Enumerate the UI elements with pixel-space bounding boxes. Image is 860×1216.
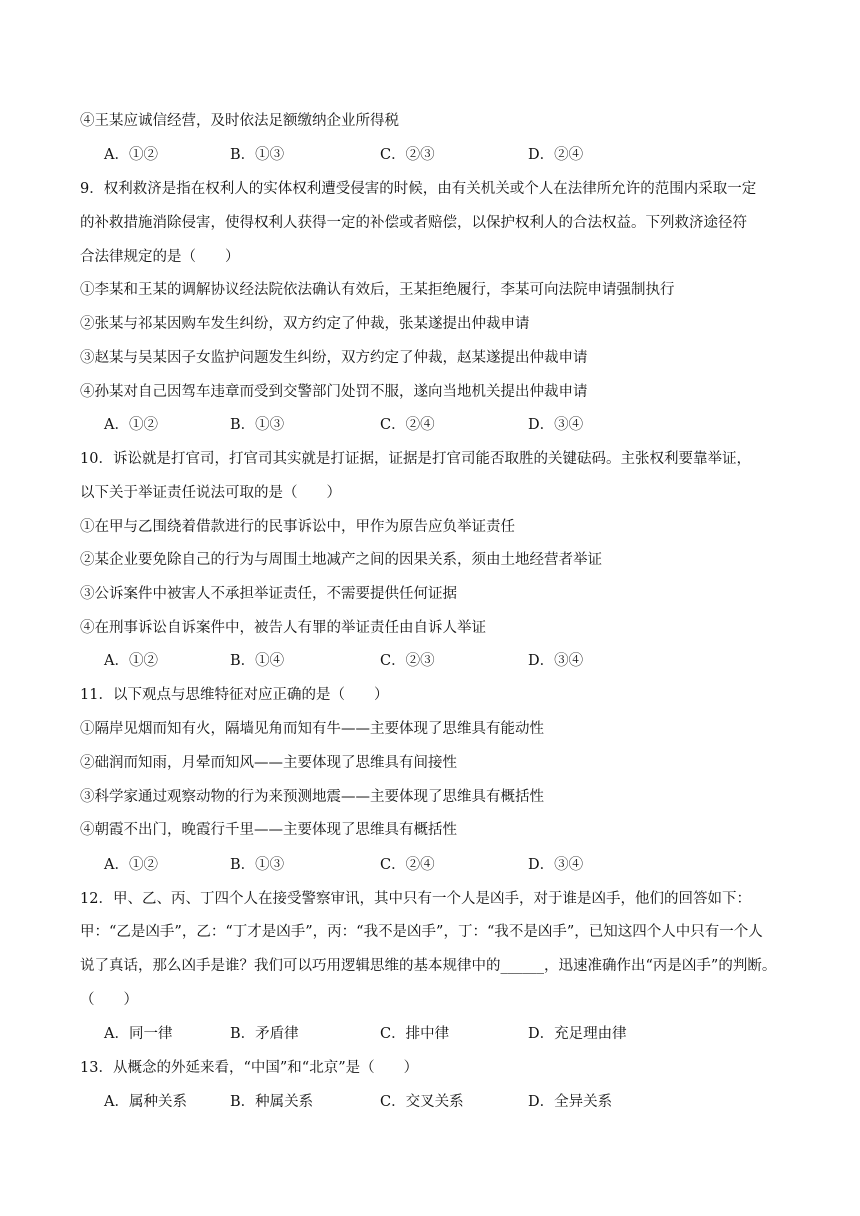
q11-statement-4: ④朝霞不出门，晚霞行千里——主要体现了思维具有概括性 (80, 822, 457, 838)
q13-options (104, 1092, 764, 1112)
q8-options (104, 145, 764, 165)
q9-stem-line-1: 9．权利救济是指在权利人的实体权利遭受侵害的时候，由有关机关或个人在法律所允许的范围内采取一定 (80, 181, 757, 197)
q12-stem-line-3: 说了真话，那么凶手是谁？我们可以巧用逻辑思维的基本规律中的______，迅速准确作出“丙是凶手”的判断。 (80, 958, 777, 974)
q9-statement-1: ①李某和王某的调解协议经法院依法确认有效后，王某拒绝履行，李某可向法院申请强制执行 (80, 282, 675, 298)
q10-stem-line-2: 以下关于举证责任说法可取的是（ ） (80, 485, 341, 501)
q9-stem-line-2: 的补救措施消除侵害，使得权利人获得一定的补偿或者赔偿，以保护权利人的合法权益。下列救济途径符 (80, 215, 747, 231)
q11-statement-3: ③科学家通过观察动物的行为来预测地震——主要体现了思维具有概括性 (80, 789, 544, 805)
q11-option-b: B．①③ (230, 857, 285, 873)
q13-option-d: D．全异关系 (528, 1094, 613, 1110)
q8-option-b: B．①③ (230, 147, 285, 163)
q8-option-c: C．②③ (380, 147, 435, 163)
q9-statement-2: ②张某与祁某因购车发生纠纷，双方约定了仲裁，张某遂提出仲裁申请 (80, 316, 530, 332)
q11-option-d: D．③④ (528, 857, 584, 873)
q13-option-b: B．种属关系 (230, 1094, 314, 1110)
q13-option-c: C．交叉关系 (380, 1094, 464, 1110)
q9-options (104, 415, 764, 435)
q12-option-d: D．充足理由律 (528, 1026, 627, 1042)
q10-option-c: C．②③ (380, 653, 435, 669)
q12-options (104, 1024, 764, 1044)
q9-stem-line-3: 合法律规定的是（ ） (80, 249, 240, 265)
q8-statement-4: ④王某应诚信经营，及时依法足额缴纳企业所得税 (80, 113, 399, 129)
q11-statement-2: ②础润而知雨，月晕而知风——主要体现了思维具有间接性 (80, 755, 457, 771)
q10-option-b: B．①④ (230, 653, 285, 669)
q12-option-b: B．矛盾律 (230, 1026, 299, 1042)
q12-option-c: C．排中律 (380, 1026, 450, 1042)
q10-option-a: A．①② (104, 653, 158, 669)
q13-option-a: A．属种关系 (104, 1094, 187, 1110)
q9-statement-4: ④孙某对自己因驾车违章而受到交警部门处罚不服，遂向当地机关提出仲裁申请 (80, 384, 588, 400)
q13-stem-line-1: 13．从概念的外延来看，“中国”和“北京”是（ ） (80, 1060, 419, 1076)
q10-stem-line-1: 10．诉讼就是打官司，打官司其实就是打证据，证据是打官司能否取胜的关键砝码。主张权利要靠举证， (80, 451, 751, 467)
q10-options (104, 651, 764, 671)
q12-stem-line-4: （ ） (80, 992, 138, 1008)
q10-statement-1: ①在甲与乙围绕着借款进行的民事诉讼中，甲作为原告应负举证责任 (80, 519, 515, 535)
q8-option-a: A．①② (104, 147, 158, 163)
q10-option-d: D．③④ (528, 653, 584, 669)
q10-statement-2: ②某企业要免除自己的行为与周围土地减产之间的因果关系，须由土地经营者举证 (80, 552, 602, 568)
q9-option-d: D．③④ (528, 417, 584, 433)
q12-stem-line-2: 甲：“乙是凶手”，乙：“丁才是凶手”，丙：“我不是凶手”，丁：“我不是凶手”，已知这四个人中只有一个人 (80, 924, 763, 940)
q9-option-b: B．①③ (230, 417, 285, 433)
q11-stem-line-1: 11．以下观点与思维特征对应正确的是（ ） (80, 687, 389, 703)
q12-stem-line-1: 12．甲、乙、丙、丁四个人在接受警察审讯，其中只有一个人是凶手，对于谁是凶手，他们的回答如下： (80, 891, 751, 907)
q10-statement-4: ④在刑事诉讼自诉案件中，被告人有罪的举证责任由自诉人举证 (80, 620, 486, 636)
q10-statement-3: ③公诉案件中被害人不承担举证责任，不需要提供任何证据 (80, 586, 457, 602)
q9-option-a: A．①② (104, 417, 158, 433)
q11-options (104, 855, 764, 875)
q11-option-a: A．①② (104, 857, 158, 873)
q9-statement-3: ③赵某与吴某因子女监护问题发生纠纷，双方约定了仲裁，赵某遂提出仲裁申请 (80, 350, 588, 366)
q9-option-c: C．②④ (380, 417, 435, 433)
q11-option-c: C．②④ (380, 857, 435, 873)
q11-statement-1: ①隔岸见烟而知有火，隔墙见角而知有牛——主要体现了思维具有能动性 (80, 721, 544, 737)
q12-option-a: A．同一律 (104, 1026, 173, 1042)
q8-option-d: D．②④ (528, 147, 584, 163)
